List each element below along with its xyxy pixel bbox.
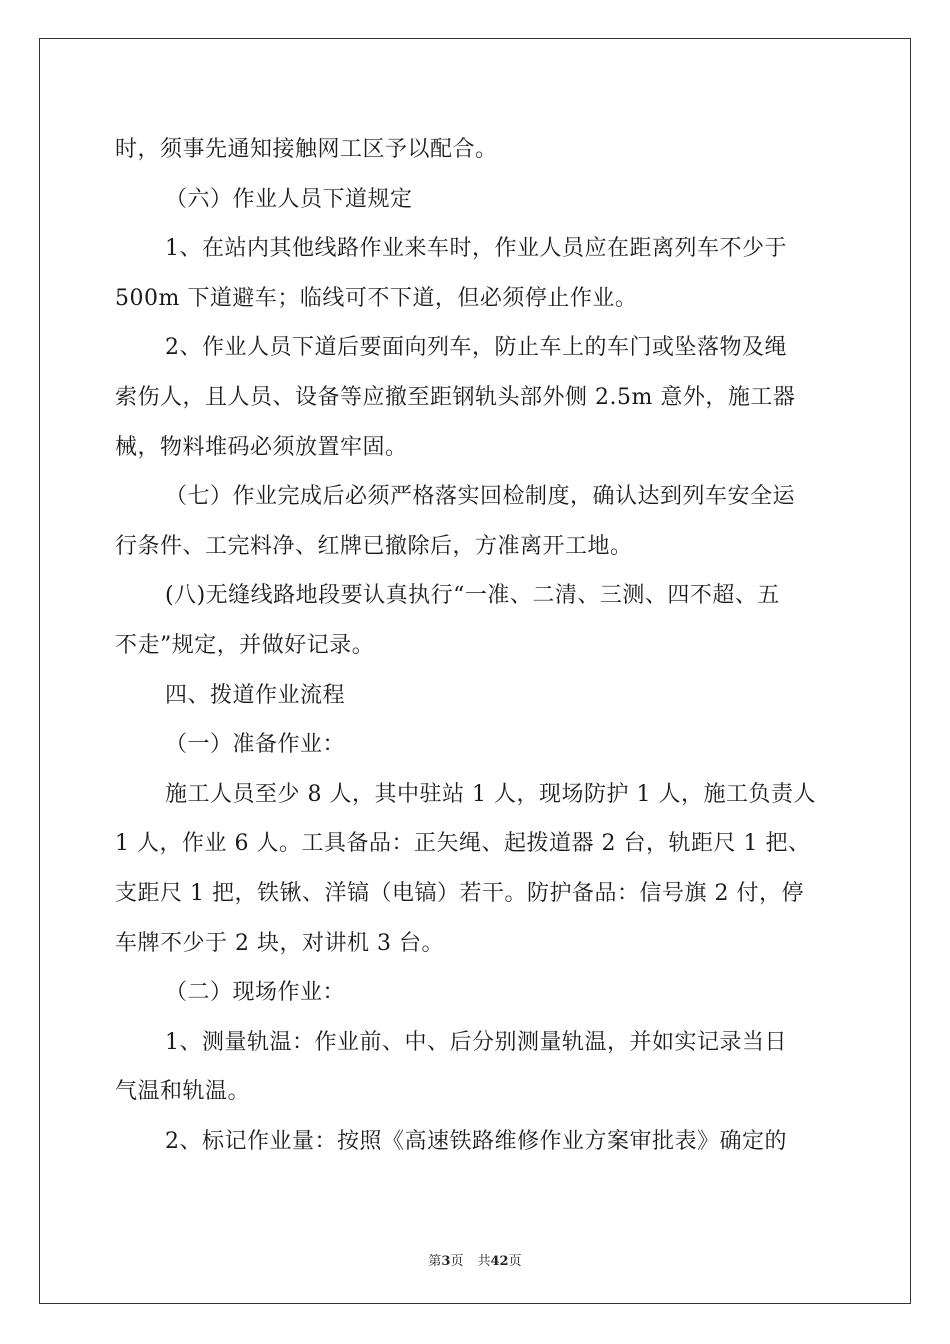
- text-line-4: 500m 下道避车；临线可不下道，但必须停止作业。: [115, 285, 638, 311]
- text-line-5: 2、作业人员下道后要面向列车，防止车上的车门或坠落物及绳: [165, 335, 787, 361]
- text-line-18: （二）现场作业：: [165, 980, 346, 1006]
- text-line-16: 支距尺 1 把，铁锹、洋镐（电镐）若干。防护备品：信号旗 2 付，停: [115, 880, 804, 906]
- text-line-17: 车牌不少于 2 块，对讲机 3 台。: [115, 930, 444, 956]
- text-line-14: 施工人员至少 8 人，其中驻站 1 人，现场防护 1 人，施工负责人: [165, 781, 816, 807]
- text-line-20: 气温和轨温。: [115, 1079, 251, 1105]
- text-line-10: (八)无缝线路地段要认真执行“一准、二清、三测、四不超、五: [165, 583, 780, 609]
- text-line-3: 1、在站内其他线路作业来车时，作业人员应在距离列车不少于: [165, 236, 787, 262]
- total-suffix: 页: [508, 1254, 522, 1269]
- text-line-19: 1、测量轨温：作业前、中、后分别测量轨温，并如实记录当日: [165, 1029, 787, 1055]
- text-line-15: 1 人，作业 6 人。工具备品：正矢绳、起拨道器 2 台，轨距尺 1 把、: [115, 831, 811, 857]
- text-line-13: （一）准备作业：: [165, 732, 346, 758]
- text-line-8: （七）作业完成后必须严格落实回检制度，确认达到列车安全运: [165, 484, 796, 510]
- page-suffix: 页: [450, 1254, 464, 1269]
- text-line-21: 2、标记作业量：按照《高速铁路维修作业方案审批表》确定的: [165, 1128, 787, 1154]
- text-line-1: 时，须事先通知接触网工区予以配合。: [115, 137, 498, 162]
- text-line-2: （六）作业人员下道规定: [165, 186, 413, 212]
- text-line-7: 械，物料堆码必须放置牢固。: [115, 434, 408, 460]
- page-footer: [0, 1250, 950, 1269]
- document-body: [115, 125, 835, 1166]
- text-line-12: 四、拨道作业流程: [165, 682, 346, 708]
- text-line-11: 不走”规定，并做好记录。: [115, 632, 375, 658]
- page-number: 3: [441, 1254, 451, 1269]
- total-pages: 42: [490, 1254, 509, 1269]
- page-prefix: 第: [428, 1254, 442, 1269]
- text-line-9: 行条件、工完料净、红牌已撤除后，方准离开工地。: [115, 533, 633, 559]
- text-line-6: 索伤人，且人员、设备等应撤至距钢轨头部外侧 2.5m 意外，施工器: [115, 384, 796, 410]
- total-prefix: 共: [477, 1254, 491, 1269]
